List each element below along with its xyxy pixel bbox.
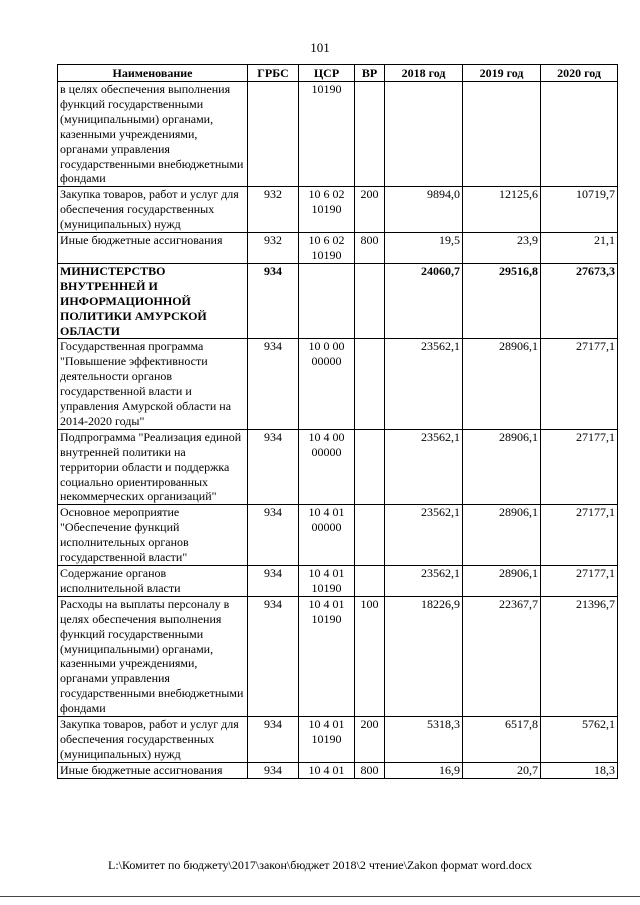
- cell-vr: [355, 505, 385, 566]
- cell-2018: 16,9: [385, 762, 463, 778]
- cell-2020: 10719,7: [541, 187, 618, 233]
- cell-2020: 27177,1: [541, 339, 618, 429]
- table-body: [58, 82, 618, 779]
- cell-name: Содержание органов исполнительной власти: [58, 566, 248, 597]
- cell-2020: [541, 82, 618, 187]
- cell-2019: 20,7: [463, 762, 541, 778]
- cell-2019: 23,9: [463, 233, 541, 264]
- table-row: [58, 82, 618, 187]
- cell-name: Основное мероприятие "Обеспечение функций исполнительных органов государственной власти": [58, 505, 248, 566]
- cell-2019: [463, 82, 541, 187]
- cell-grbs: 934: [248, 566, 299, 597]
- cell-2018: 18226,9: [385, 596, 463, 716]
- cell-2019: 28906,1: [463, 429, 541, 505]
- cell-vr: [355, 82, 385, 187]
- cell-2018: 19,5: [385, 233, 463, 264]
- cell-2020: 5762,1: [541, 717, 618, 763]
- cell-name: Закупка товаров, работ и услуг для обеспечения государственных (муниципальных) нужд: [58, 717, 248, 763]
- column-header-name: Наименование: [58, 65, 248, 82]
- cell-csr: 10 4 01 00000: [299, 505, 355, 566]
- cell-2020: 27673,3: [541, 263, 618, 339]
- cell-2020: 21396,7: [541, 596, 618, 716]
- cell-vr: 800: [355, 233, 385, 264]
- cell-2020: 27177,1: [541, 566, 618, 597]
- table-row: [58, 233, 618, 264]
- cell-2019: 29516,8: [463, 263, 541, 339]
- cell-vr: 200: [355, 717, 385, 763]
- cell-csr: 10 4 01: [299, 762, 355, 778]
- cell-vr: 800: [355, 762, 385, 778]
- table-row: [58, 566, 618, 597]
- scan-edge-line: [0, 896, 640, 897]
- cell-2020: 27177,1: [541, 505, 618, 566]
- cell-2019: 22367,7: [463, 596, 541, 716]
- cell-csr: 10 0 00 00000: [299, 339, 355, 429]
- cell-grbs: 934: [248, 339, 299, 429]
- cell-2018: 5318,3: [385, 717, 463, 763]
- cell-name: Расходы на выплаты персоналу в целях обеспечения выполнения функций государственными (муниципальными) органами, казенными учреждениями, органами управления государственными внебюджетными фондами: [58, 596, 248, 716]
- table-row: [58, 505, 618, 566]
- cell-2020: 18,3: [541, 762, 618, 778]
- cell-2018: 9894,0: [385, 187, 463, 233]
- cell-name: Иные бюджетные ассигнования: [58, 233, 248, 264]
- cell-grbs: 934: [248, 505, 299, 566]
- column-header-2018: 2018 год: [385, 65, 463, 82]
- cell-2019: 28906,1: [463, 566, 541, 597]
- cell-grbs: 932: [248, 187, 299, 233]
- column-header-grbs: ГРБС: [248, 65, 299, 82]
- cell-csr: 10 4 00 00000: [299, 429, 355, 505]
- table-header-row: [58, 65, 618, 82]
- cell-grbs: 932: [248, 233, 299, 264]
- cell-grbs: [248, 82, 299, 187]
- cell-name: Закупка товаров, работ и услуг для обеспечения государственных (муниципальных) нужд: [58, 187, 248, 233]
- cell-2020: 21,1: [541, 233, 618, 264]
- cell-csr: 10 4 01 10190: [299, 596, 355, 716]
- cell-grbs: 934: [248, 429, 299, 505]
- cell-name: в целях обеспечения выполнения функций государственными (муниципальными) органами, казенными учреждениями, органами управления государственными внебюджетными фондами: [58, 82, 248, 187]
- column-header-vr: ВР: [355, 65, 385, 82]
- table-row: [58, 263, 618, 339]
- cell-2018: 24060,7: [385, 263, 463, 339]
- cell-2019: 12125,6: [463, 187, 541, 233]
- cell-name: Иные бюджетные ассигнования: [58, 762, 248, 778]
- cell-vr: [355, 263, 385, 339]
- cell-2018: 23562,1: [385, 429, 463, 505]
- cell-grbs: 934: [248, 717, 299, 763]
- cell-grbs: 934: [248, 596, 299, 716]
- cell-csr: 10 6 02 10190: [299, 187, 355, 233]
- table-row: [58, 762, 618, 778]
- table-row: [58, 339, 618, 429]
- column-header-2020: 2020 год: [541, 65, 618, 82]
- column-header-csr: ЦСР: [299, 65, 355, 82]
- cell-vr: 200: [355, 187, 385, 233]
- cell-2019: 28906,1: [463, 505, 541, 566]
- table-row: [58, 596, 618, 716]
- budget-table: [57, 64, 618, 779]
- page-number: 101: [310, 40, 330, 55]
- table-row: [58, 717, 618, 763]
- cell-csr: [299, 263, 355, 339]
- cell-2019: 28906,1: [463, 339, 541, 429]
- footer-file-path: L:\Комитет по бюджету\2017\закон\бюджет 2018\2 чтение\Zakon формат word.docx: [108, 858, 532, 872]
- cell-vr: 100: [355, 596, 385, 716]
- table-row: [58, 187, 618, 233]
- cell-csr: 10 4 01 10190: [299, 566, 355, 597]
- cell-name: МИНИСТЕРСТВО ВНУТРЕННЕЙ И ИНФОРМАЦИОННОЙ ПОЛИТИКИ АМУРСКОЙ ОБЛАСТИ: [58, 263, 248, 339]
- cell-name: Государственная программа "Повышение эффективности деятельности органов государственной власти и управления Амурской области на 2014-2020 годы": [58, 339, 248, 429]
- cell-2019: 6517,8: [463, 717, 541, 763]
- cell-grbs: 934: [248, 762, 299, 778]
- cell-2018: 23562,1: [385, 339, 463, 429]
- cell-csr: 10 4 01 10190: [299, 717, 355, 763]
- cell-2018: [385, 82, 463, 187]
- cell-2018: 23562,1: [385, 505, 463, 566]
- cell-csr: 10 6 02 10190: [299, 233, 355, 264]
- cell-name: Подпрограмма "Реализация единой внутренней политики на территории области и поддержка социально ориентированных некоммерческих организаций": [58, 429, 248, 505]
- cell-grbs: 934: [248, 263, 299, 339]
- cell-2020: 27177,1: [541, 429, 618, 505]
- cell-vr: [355, 339, 385, 429]
- column-header-2019: 2019 год: [463, 65, 541, 82]
- table-row: [58, 429, 618, 505]
- cell-2018: 23562,1: [385, 566, 463, 597]
- cell-vr: [355, 429, 385, 505]
- cell-csr: 10190: [299, 82, 355, 187]
- cell-vr: [355, 566, 385, 597]
